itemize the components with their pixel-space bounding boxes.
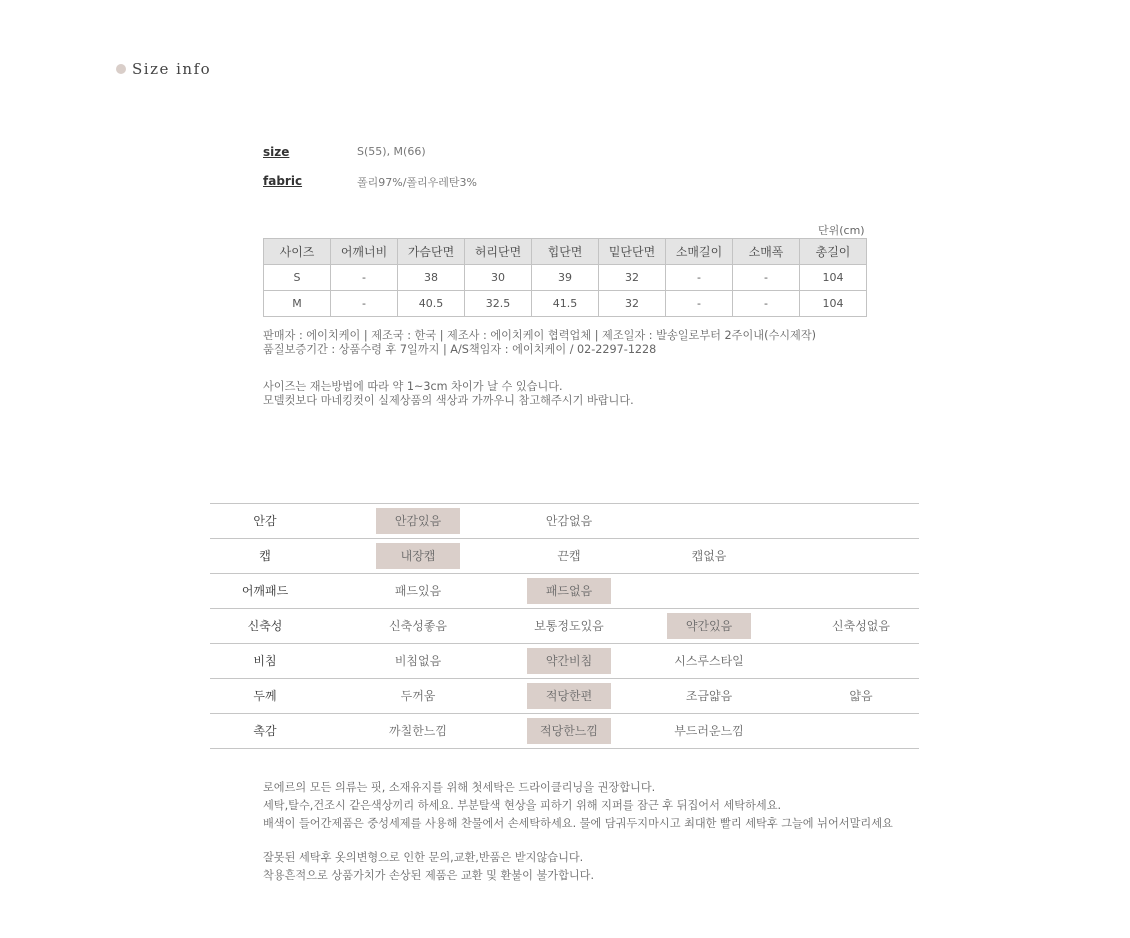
attribute-option: 얇음	[849, 689, 873, 703]
table-cell: 38	[398, 265, 465, 291]
attribute-option: 패드있음	[394, 584, 442, 598]
attribute-table	[210, 503, 919, 749]
spec-row-size	[263, 145, 426, 159]
table-cell: -	[666, 265, 733, 291]
table-cell: 32	[599, 265, 666, 291]
attribute-option: 약간있음	[667, 613, 751, 639]
attribute-row-shoulder-pad	[210, 574, 919, 609]
attribute-option: 비침없음	[394, 654, 442, 668]
table-cell: -	[331, 291, 398, 317]
table-cell: 32	[599, 291, 666, 317]
table-cell: 32.5	[465, 291, 532, 317]
table-header-cell: 소매길이	[666, 239, 733, 265]
attribute-option: 보통정도있음	[534, 619, 604, 633]
size-table	[263, 238, 867, 317]
table-header-cell: 어깨너비	[331, 239, 398, 265]
attribute-option: 시스루스타일	[674, 654, 744, 668]
table-header-cell: 사이즈	[264, 239, 331, 265]
attribute-option: 두꺼움	[400, 689, 436, 703]
table-cell: -	[331, 265, 398, 291]
table-row	[264, 291, 867, 317]
table-cell: -	[733, 291, 800, 317]
attribute-option: 내장캡	[376, 543, 460, 569]
table-header-cell: 총길이	[800, 239, 867, 265]
attribute-label: 어깨패드	[241, 584, 289, 598]
size-note-line: 사이즈는 재는방법에 따라 약 1~3cm 차이가 날 수 있습니다.	[263, 380, 563, 393]
attribute-option: 끈캡	[557, 549, 581, 563]
table-header-cell: 소매폭	[733, 239, 800, 265]
attribute-option: 신축성좋음	[389, 619, 447, 633]
table-header-cell: 힙단면	[532, 239, 599, 265]
table-cell: 104	[800, 265, 867, 291]
table-cell: -	[733, 265, 800, 291]
attribute-option: 약간비침	[527, 648, 611, 674]
bullet-dot-icon	[116, 64, 126, 74]
return-policy-line: 착용흔적으로 상품가치가 손상된 제품은 교환 및 환불이 불가합니다.	[263, 869, 595, 882]
spec-key: fabric	[263, 174, 303, 188]
spec-key: size	[263, 145, 290, 159]
table-header-cell: 밑단단면	[599, 239, 666, 265]
table-cell: 39	[532, 265, 599, 291]
seller-info-line: 품질보증기간 : 상품수령 후 7일까지 | A/S책임자 : 에이치케이 / 02-2297-1228	[263, 343, 657, 356]
unit-label: 단위(cm)	[818, 224, 865, 237]
attribute-label: 캡	[259, 549, 271, 563]
spec-value: 폴리97%/폴리우레탄3%	[357, 176, 477, 189]
attribute-label: 안감	[253, 514, 277, 528]
table-header-row	[264, 239, 867, 265]
attribute-label: 촉감	[253, 724, 277, 738]
table-header-cell: 가슴단면	[398, 239, 465, 265]
attribute-option: 신축성없음	[832, 619, 890, 633]
seller-info-line: 판매자 : 에이치케이 | 제조국 : 한국 | 제조사 : 에이치케이 협력업체 | 제조일자 : 발송일로부터 2주이내(수시제작)	[263, 329, 817, 342]
return-policy-line: 잘못된 세탁후 옷의변형으로 인한 문의,교환,반품은 받지않습니다.	[263, 851, 584, 864]
table-cell: -	[666, 291, 733, 317]
care-line: 세탁,탈수,건조시 같은색상끼리 하세요. 부분탈색 현상을 피하기 위해 지퍼를 잠근 후 뒤집어서 세탁하세요.	[263, 799, 782, 812]
table-cell: 30	[465, 265, 532, 291]
table-cell: 40.5	[398, 291, 465, 317]
attribute-option: 적당한느낌	[527, 718, 611, 744]
attribute-row-sheerness	[210, 644, 919, 679]
table-header-cell: 허리단면	[465, 239, 532, 265]
attribute-row-texture	[210, 714, 919, 749]
attribute-row-thickness	[210, 679, 919, 714]
section-heading	[116, 60, 211, 78]
size-note	[263, 380, 634, 408]
table-cell: 104	[800, 291, 867, 317]
attribute-row-cup	[210, 539, 919, 574]
table-cell: M	[264, 291, 331, 317]
attribute-row-stretch	[210, 609, 919, 644]
attribute-option: 안감없음	[545, 514, 593, 528]
attribute-option: 조금얇음	[685, 689, 733, 703]
seller-info	[263, 329, 816, 357]
attribute-label: 두께	[253, 689, 277, 703]
care-line: 로에르의 모든 의류는 핏, 소재유지를 위해 첫세탁은 드라이클리닝을 권장합니다.	[263, 781, 656, 794]
section-title: Size info	[132, 60, 212, 78]
attribute-option: 캡없음	[691, 549, 727, 563]
spec-row-fabric	[263, 174, 477, 190]
attribute-option: 안감있음	[376, 508, 460, 534]
care-line: 배색이 들어간제품은 중성세제를 사용해 찬물에서 손세탁하세요. 물에 담궈두지마시고 최대한 빨리 세탁후 그늘에 뉘어서말리세요	[263, 817, 893, 830]
attribute-option: 적당한편	[527, 683, 611, 709]
attribute-option: 부드러운느낌	[674, 724, 744, 738]
table-cell: S	[264, 265, 331, 291]
attribute-option: 까칠한느낌	[389, 724, 447, 738]
size-note-line: 모델컷보다 마네킹컷이 실제상품의 색상과 가까우니 참고해주시기 바랍니다.	[263, 394, 634, 407]
attribute-row-lining	[210, 504, 919, 539]
attribute-label: 신축성	[247, 619, 283, 633]
table-cell: 41.5	[532, 291, 599, 317]
spec-value: S(55), M(66)	[357, 145, 426, 158]
care-instructions	[263, 779, 893, 885]
table-row	[264, 265, 867, 291]
attribute-option: 패드없음	[527, 578, 611, 604]
attribute-label: 비침	[253, 654, 277, 668]
